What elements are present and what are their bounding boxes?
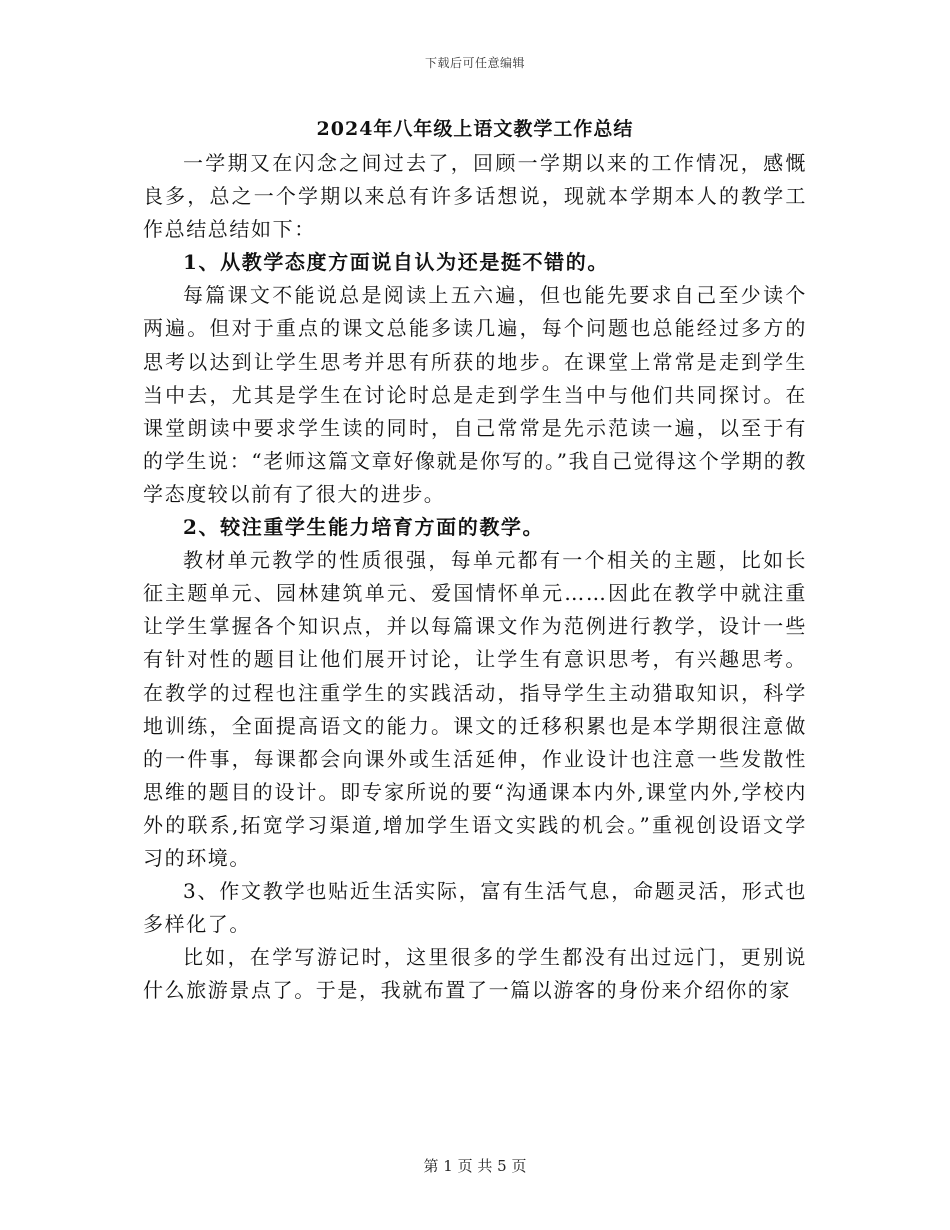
section-3-paragraph: 3、作文教学也贴近生活实际，富有生活气息，命题灵活，形式也多样化了。 <box>143 879 807 937</box>
section-3-example-paragraph: 比如，在学写游记时，这里很多的学生都没有出过远门，更别说什么旅游景点了。于是，我就布置了一篇以游客的身份来介绍你的家 <box>143 945 807 1003</box>
section-2-paragraph: 教材单元教学的性质很强，每单元都有一个相关的主题，比如长征主题单元、园林建筑单元、爱国情怀单元……因此在教学中就注重让学生掌握各个知识点，并以每篇课文作为范例进行教学，设计一些有针对性的题目让他们展开讨论，让学生有意识思考，有兴趣思考。在教学的过程也注重学生的实践活动，指导学生主动猎取知识，科学地训练，全面提高语文的能力。课文的迁移积累也是本学期很注意做的一件事，每课都会向课外或生活延伸，作业设计也注意一些发散性思维的题目的设计。即专家所说的要“沟通课本内外,课堂内外,学校内外的联系,拓宽学习渠道,增加学生语文实践的机会。”重视创设语文学习的环境。 <box>143 548 807 870</box>
section-heading-2: 2、较注重学生能力培育方面的教学。 <box>183 515 545 540</box>
section-heading-1: 1、从教学态度方面说自认为还是挺不错的。 <box>183 250 609 275</box>
intro-paragraph: 一学期又在闪念之间过去了，回顾一学期以来的工作情况，感慨良多，总之一个学期以来总有许多话想说，现就本学期本人的教学工作总结总结如下： <box>143 151 807 242</box>
document-title: 2024年八年级上语文教学工作总结 <box>316 118 634 140</box>
page-header-note: 下载后可任意编辑 <box>424 56 525 70</box>
section-1-paragraph: 每篇课文不能说总是阅读上五六遍，但也能先要求自己至少读个两遍。但对于重点的课文总能多读几遍，每个问题也总能经过多方的思考以达到让学生思考并思有所获的地步。在课堂上常常是走到学生当中去，尤其是学生在讨论时总是走到学生当中与他们共同探讨。在课堂朗读中要求学生读的同时，自己常常是先示范读一遍，以至于有的学生说：“老师这篇文章好像就是你写的。”我自己觉得这个学期的教学态度较以前有了很大的进步。 <box>143 283 807 506</box>
document-body <box>143 113 807 1007</box>
page-number-footer: 第 1 页 共 5 页 <box>423 1157 527 1175</box>
